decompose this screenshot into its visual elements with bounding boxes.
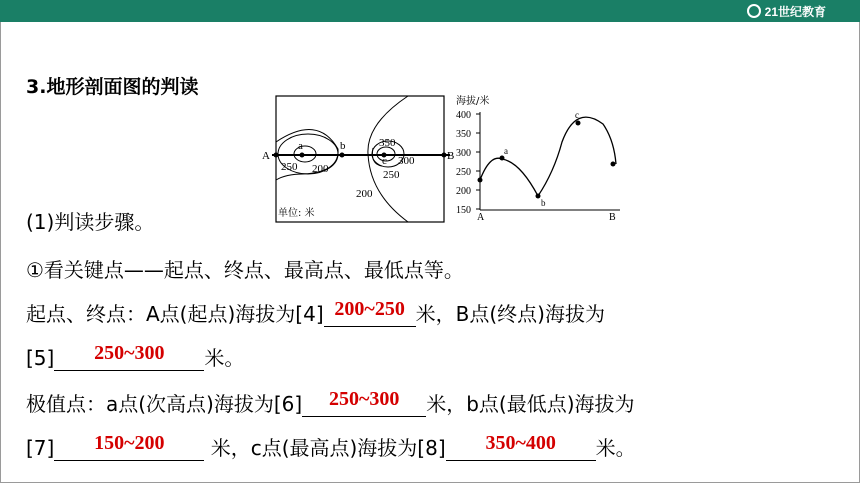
profile-tick-label: 300 — [456, 148, 471, 159]
profile-point-A — [478, 178, 483, 183]
profile-xlabel-B: B — [609, 212, 616, 223]
unit-label: 单位: 米 — [278, 208, 315, 219]
profile-tick-label: 150 — [456, 205, 471, 216]
map-label-b: b — [340, 140, 346, 152]
contour-label: 350 — [379, 137, 396, 149]
map-label-B: B — [447, 150, 455, 162]
contour-label: 300 — [398, 155, 415, 167]
profile-ylabel: 海拔/米 — [456, 96, 490, 107]
profile-tick-label: 350 — [456, 129, 471, 140]
answer-blank-4 — [324, 298, 416, 327]
brand-logo — [747, 2, 826, 20]
page-title: 3.地形剖面图的判读 — [26, 76, 199, 98]
step1-text: ①看关键点——起点、终点、最高点、最低点等。 — [26, 258, 464, 282]
steps-heading: (1)判读步骤。 — [26, 210, 155, 234]
profile-tick-label: 250 — [456, 167, 471, 178]
line-7-8: [7] 150~200 米，c点(最高点)海拔为[8] 350~400 米。 — [26, 432, 636, 460]
profile-xlabel-A: A — [477, 212, 485, 223]
profile-point-a — [500, 156, 505, 161]
contour-label: 250 — [383, 169, 400, 181]
profile-tick-label: 200 — [456, 186, 471, 197]
map-label-a: a — [298, 140, 303, 152]
answer-blank-8 — [446, 432, 596, 461]
profile-point-B — [611, 162, 616, 167]
profile-point-c — [576, 121, 581, 126]
terrain-diagram — [258, 84, 628, 224]
profile-chart — [456, 94, 620, 223]
logo-icon — [747, 4, 761, 18]
header-bar — [0, 0, 860, 22]
answer-4: 200~250 — [334, 298, 405, 320]
profile-label-a: a — [504, 146, 508, 156]
answer-5: 250~300 — [94, 342, 165, 364]
contour-label: 200 — [356, 188, 373, 200]
contour-map-frame — [276, 96, 444, 222]
map-label-A: A — [262, 150, 270, 162]
answer-7: 150~200 — [94, 432, 165, 454]
line-start-end: 起点、终点：A点(起点)海拔为[4] 200~250 米，B点(终点)海拔为 — [26, 298, 605, 326]
contour-label: 250 — [281, 161, 298, 173]
profile-label-b: b — [541, 198, 546, 208]
answer-8: 350~400 — [485, 432, 556, 454]
answer-6: 250~300 — [329, 388, 400, 410]
map-label-c: c — [382, 155, 387, 167]
answer-blank-5 — [54, 342, 204, 371]
line-extreme: 极值点：a点(次高点)海拔为[6] 250~300 米，b点(最低点)海拔为 — [26, 388, 635, 416]
profile-label-c: c — [575, 110, 579, 120]
line-5: [5] 250~300 米。 — [26, 342, 245, 370]
brand-text: 21世纪教育 — [764, 4, 826, 19]
answer-blank-7 — [54, 432, 204, 461]
profile-point-b — [536, 194, 541, 199]
profile-tick-label: 400 — [456, 110, 471, 121]
answer-blank-6 — [302, 388, 426, 417]
contour-label: 200 — [312, 163, 329, 175]
